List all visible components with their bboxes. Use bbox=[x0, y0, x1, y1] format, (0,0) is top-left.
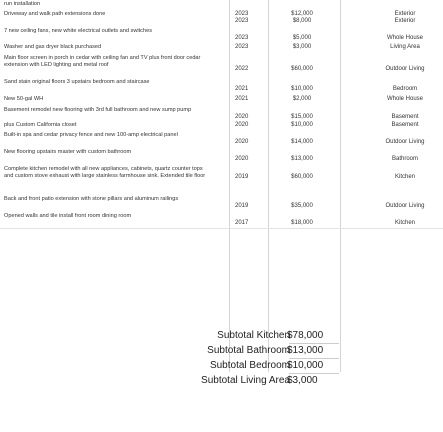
row-area: Basement bbox=[391, 122, 419, 128]
row-area: Exterior bbox=[394, 11, 416, 17]
row-description: New flooring upstairs master with custom bathroom bbox=[4, 149, 132, 155]
row-area: Bathroom bbox=[391, 156, 418, 162]
row-year: 2019 bbox=[235, 203, 249, 209]
row-area: Kitchen bbox=[394, 174, 415, 180]
row-area: Outdoor Living bbox=[385, 139, 425, 145]
row-area: Basement bbox=[391, 114, 419, 120]
row-cost: $14,000 bbox=[291, 139, 313, 145]
row-area: Outdoor Living bbox=[385, 66, 425, 72]
column-divider bbox=[268, 0, 269, 372]
subtotal-kitchen-label: Subtotal Kitchen bbox=[217, 330, 290, 341]
divider bbox=[289, 358, 339, 359]
row-description: Washer and gas dryer black purchased bbox=[4, 44, 102, 50]
divider bbox=[289, 373, 339, 374]
row-description: run installation bbox=[4, 1, 41, 7]
row-year: 2020 bbox=[235, 156, 249, 162]
subtotal-living-area-value: $3,000 bbox=[287, 375, 318, 386]
row-cost: $18,000 bbox=[291, 220, 313, 226]
row-area: Kitchen bbox=[394, 220, 415, 226]
row-year: 2017 bbox=[235, 220, 249, 226]
row-area: Whole House bbox=[386, 96, 424, 102]
subtotal-living-area-label: Subtotal Living Area bbox=[201, 375, 290, 386]
row-year: 2020 bbox=[235, 122, 249, 128]
row-year: 2021 bbox=[235, 86, 249, 92]
row-cost: $15,000 bbox=[291, 114, 313, 120]
row-area: Bedroom bbox=[392, 86, 418, 92]
row-area: Living Area bbox=[390, 44, 420, 50]
row-cost: $8,000 bbox=[292, 18, 312, 24]
row-year: 2020 bbox=[235, 139, 249, 145]
row-cost: $12,000 bbox=[291, 11, 313, 17]
row-description: 7 new ceiling fans, new white electrical outlets and switches bbox=[4, 28, 152, 34]
row-description: Basement remodel new flooring with 3rd full bathroom and new sump pump bbox=[4, 107, 192, 113]
row-cost: $60,000 bbox=[291, 66, 313, 72]
row-description: Driveway and walk path extensions done bbox=[4, 11, 106, 17]
row-cost: $10,000 bbox=[291, 86, 313, 92]
row-description: plus Custom California closet bbox=[4, 122, 77, 128]
row-description: Main floor screen in porch in cedar with ceiling fan and TV plus front door cedar extension with LED lighting and metal roof bbox=[4, 55, 201, 68]
row-cost: $35,000 bbox=[291, 203, 313, 209]
row-cost: $10,000 bbox=[291, 122, 313, 128]
row-year: 2022 bbox=[235, 66, 249, 72]
column-divider bbox=[229, 0, 230, 372]
row-year: 2019 bbox=[235, 174, 249, 180]
row-area: Outdoor Living bbox=[385, 203, 425, 209]
subtotal-bathroom-value: $13,000 bbox=[287, 345, 324, 356]
row-cost: $3,000 bbox=[292, 44, 312, 50]
row-year: 2023 bbox=[235, 44, 249, 50]
row-area: Whole House bbox=[386, 35, 424, 41]
column-divider bbox=[340, 0, 341, 372]
subtotal-bedroom-label: Subtotal Bedroom bbox=[209, 360, 290, 371]
table-bottom-rule bbox=[0, 228, 443, 229]
subtotal-bathroom-label: Subtotal Bathroom bbox=[207, 345, 290, 356]
row-area: Exterior bbox=[394, 18, 416, 24]
subtotal-bedroom-value: $10,000 bbox=[287, 360, 324, 371]
row-year: 2023 bbox=[235, 18, 249, 24]
row-description: Back and front patio extension with stone pillars and aluminum railings bbox=[4, 196, 179, 202]
row-year: 2023 bbox=[235, 11, 249, 17]
row-description: Built-in spa and cedar privacy fence and new 100-amp electrical panel bbox=[4, 132, 178, 138]
row-description: Sand stain original floors 3 upstairs bedroom and staircase bbox=[4, 79, 150, 85]
row-cost: $2,000 bbox=[292, 96, 312, 102]
row-cost: $13,000 bbox=[291, 156, 313, 162]
divider bbox=[289, 343, 339, 344]
row-description: New 50-gal WH bbox=[4, 96, 44, 102]
row-description: Complete kitchen remodel with all new appliances, cabinets, quartz counter tops and custom stove exhaust with large stainless farmhouse sink. Extended tile floor bbox=[4, 166, 206, 179]
row-year: 2020 bbox=[235, 114, 249, 120]
row-description: Opened walls and tile install front room dining room bbox=[4, 213, 132, 219]
row-cost: $5,000 bbox=[292, 35, 312, 41]
row-year: 2023 bbox=[235, 35, 249, 41]
row-cost: $60,000 bbox=[291, 174, 313, 180]
row-year: 2021 bbox=[235, 96, 249, 102]
subtotal-kitchen-value: $78,000 bbox=[287, 330, 324, 341]
